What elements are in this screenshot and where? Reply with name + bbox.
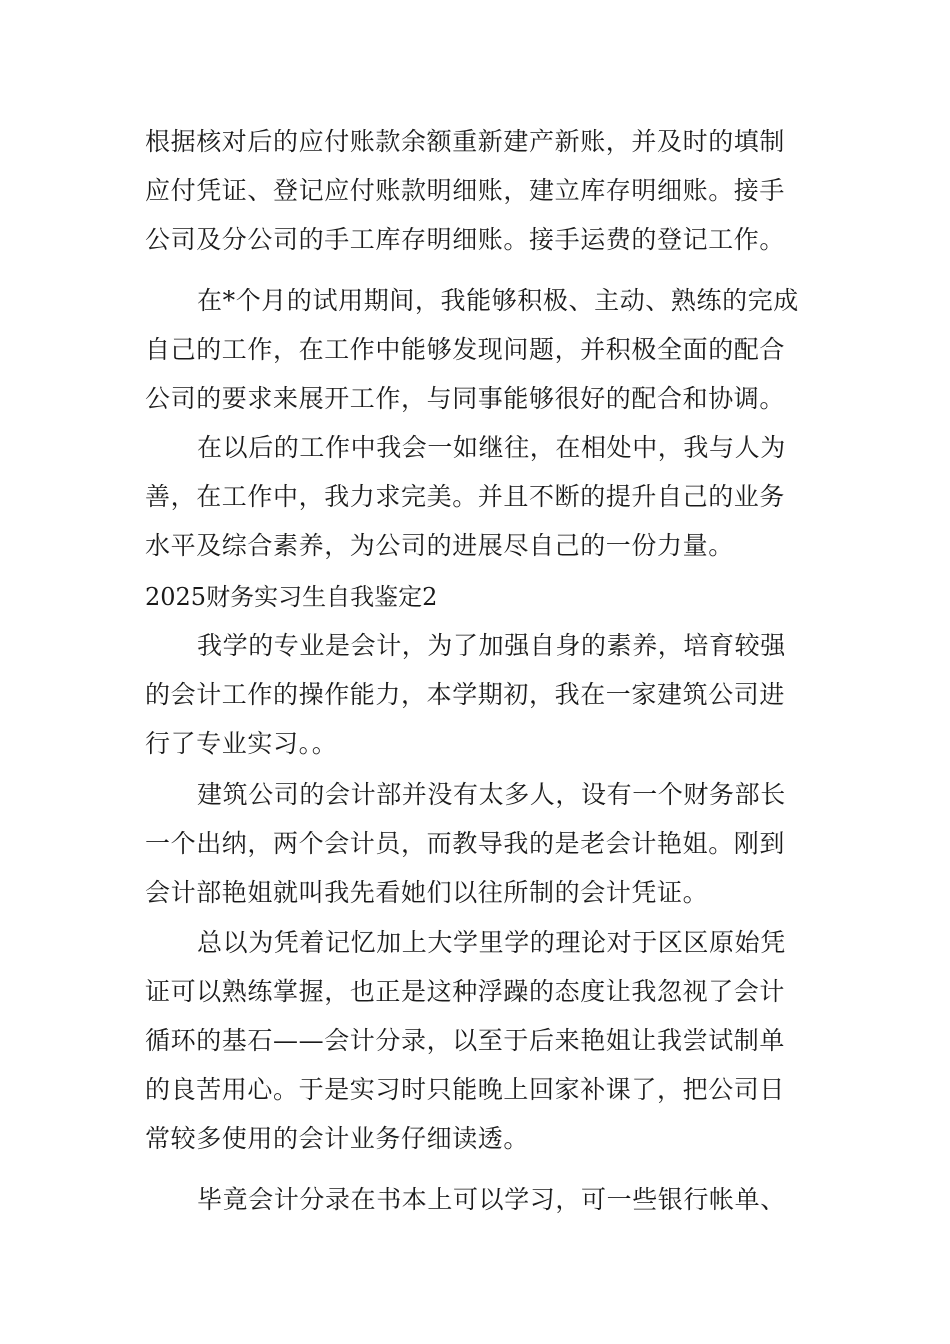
paragraph-start: 建筑公司的会计部并没有太多人，设有一个财务部长 [197, 780, 786, 809]
paragraph-start: 在*个月的试用期间，我能够积极、主动、熟练的完成 [197, 286, 799, 315]
paragraph-start: 总以为凭着记忆加上大学里学的理论对于区区原始凭 [197, 928, 786, 957]
paragraph-start: 毕竟会计分录在书本上可以学习，可一些银行帐单、 [197, 1185, 786, 1214]
paragraph-start: 我学的专业是会计，为了加强自身的素养，培育较强 [197, 631, 786, 660]
section-heading: 2025财务实习生自我鉴定2 [145, 583, 438, 611]
text-line: 常较多使用的会计业务仔细读透。 [145, 1124, 530, 1153]
text-line: 行了专业实习。。 [145, 729, 338, 758]
text-line: 证可以熟练掌握，也正是这种浮躁的态度让我忽视了会计 [145, 977, 786, 1006]
text-line: 水平及综合素养，为公司的进展尽自己的一份力量。 [145, 531, 734, 560]
text-line: 的会计工作的操作能力，本学期初，我在一家建筑公司进 [145, 680, 786, 709]
text-line: 应付凭证、登记应付账款明细账，建立库存明细账。接手 [145, 176, 786, 205]
text-line: 公司的要求来展开工作，与同事能够很好的配合和协调。 [145, 384, 786, 413]
text-line: 会计部艳姐就叫我先看她们以往所制的会计凭证。 [145, 878, 709, 907]
text-line: 的良苦用心。于是实习时只能晚上回家补课了，把公司日 [145, 1075, 786, 1104]
text-line: 一个出纳，两个会计员，而教导我的是老会计艳姐。刚到 [145, 829, 786, 858]
paragraph-start: 在以后的工作中我会一如继往，在相处中，我与人为 [197, 433, 786, 462]
text-line: 自己的工作，在工作中能够发现问题，并积极全面的配合 [145, 335, 786, 364]
text-line: 善，在工作中，我力求完美。并且不断的提升自己的业务 [145, 482, 786, 511]
text-line: 循环的基石——会计分录，以至于后来艳姐让我尝试制单 [145, 1026, 786, 1055]
text-line: 根据核对后的应付账款余额重新建产新账，并及时的填制 [145, 127, 786, 156]
text-line: 公司及分公司的手工库存明细账。接手运费的登记工作。 [145, 225, 786, 254]
